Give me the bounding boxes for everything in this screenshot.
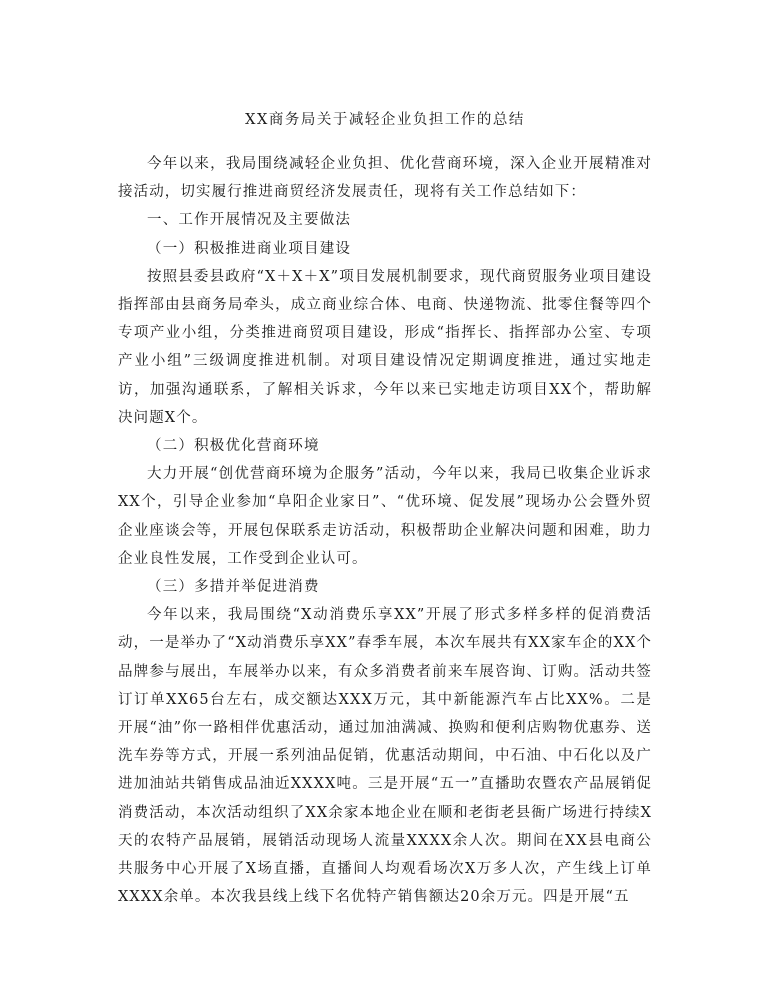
intro-paragraph: 今年以来，我局围绕减轻企业负担、优化营商环境，深入企业开展精准对接活动，切实履行推进商贸经济发展责任，现将有关工作总结如下： (118, 156, 652, 201)
section-heading: 一、工作开展情况及主要做法 (147, 212, 352, 229)
subsection-heading-2: （二）积极优化营商环境 (147, 438, 320, 455)
document-title: XX商务局关于减轻企业负担工作的总结 (245, 112, 525, 128)
paragraph-project-construction: 按照县委县政府“X＋X＋X”项目发展机制要求，现代商贸服务业项目建设指挥部由县商务局牵头，成立商业综合体、电商、快递物流、批零住餐等四个专项产业小组，分类推进商贸项目建设，形成“指挥长、指挥部办公室、专项产业小组”三级调度推进机制。对项目建设情况定期调度推进，通过实地走访，加强沟通联系，了解相关诉求，今年以来已实地走访项目XX个，帮助解决问题X个。 (118, 268, 652, 426)
subsection-heading-1: （一）积极推进商业项目建设 (147, 240, 352, 257)
paragraph-consumption: 今年以来，我局围绕“X动消费乐享XX”开展了形式多样多样的促消费活动，一是举办了“X动消费乐享XX”春季车展，本次车展共有XX家车企的XX个品牌参与展出，车展举办以来，有众多消费者前来车展咨询、订购。活动共签订订单XX65台左右，成交额达XXX万元，其中新能源汽车占比XX%。二是开展“油”你一路相伴优惠活动，通过加油满减、换购和便利店购物优惠券、送洗车券等方式，开展一系列油品促销，优惠活动期间，中石油、中石化以及广进加油站共销售成品油近XXXX吨。三是开展“五一”直播助农暨农产品展销促消费活动，本次活动组织了XX余家本地企业在顺和老街老县衙广场进行持续X天的农特产品展销，展销活动现场人流量XXXX余人次。期间在XX县电商公共服务中心开展了X场直播，直播间人均观看场次X万多人次，产生线上订单XXXX余单。本次我县线上线下名优特产销售额达20余万元。四是开展“五 (118, 607, 652, 906)
paragraph-business-environment: 大力开展“创优营商环境为企服务”活动，今年以来，我局已收集企业诉求XX个，引导企业参加“阜阳企业家日”、“优环境、促发展”现场办公会暨外贸企业座谈会等，开展包保联系走访活动，积极帮助企业解决问题和困难，助力企业良性发展，工作受到企业认可。 (118, 466, 652, 567)
document-body (118, 150, 652, 911)
subsection-heading-3: （三）多措并举促进消费 (147, 579, 320, 596)
